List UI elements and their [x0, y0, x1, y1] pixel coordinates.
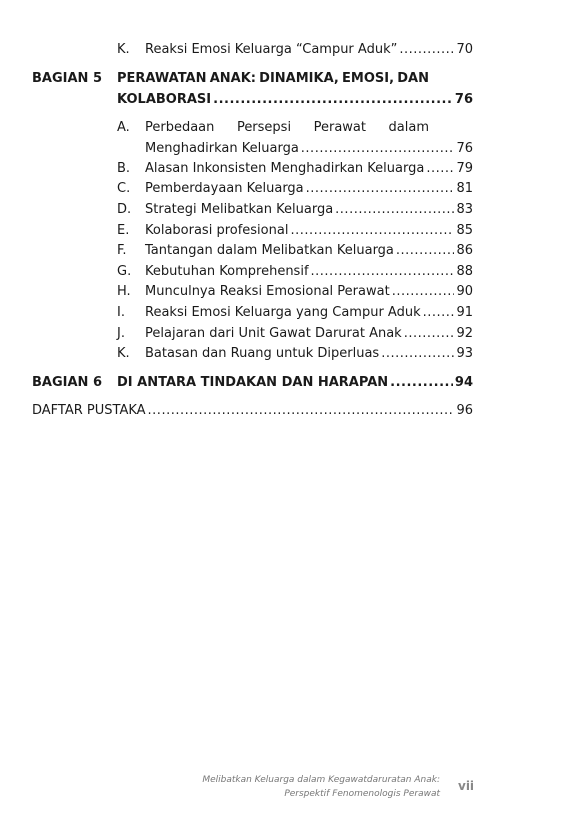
dot-leader: [213, 92, 453, 108]
toc-entry-page: 91: [456, 305, 473, 320]
toc-entry-bibliography: [32, 403, 473, 419]
toc-entry-letter: A.: [117, 120, 130, 135]
toc-entry-letter: D.: [117, 202, 132, 217]
dot-leader: [399, 42, 454, 58]
toc-entry-page: 96: [456, 403, 473, 418]
toc-entry-page: 90: [456, 284, 473, 299]
dot-leader: [381, 346, 454, 362]
toc-entry-letter: F.: [117, 243, 127, 258]
toc-entry: [117, 161, 473, 177]
running-footer: [202, 773, 440, 801]
chapter-title-line: [117, 375, 473, 391]
toc-entry-letter: E.: [117, 223, 130, 238]
chapter-page: 76: [454, 92, 473, 107]
toc-entry-title: Reaksi Emosi Keluarga “Campur Aduk”: [145, 42, 398, 57]
toc-entry-letter: I.: [117, 305, 125, 320]
toc-entry-letter: K.: [117, 42, 130, 57]
dot-leader: [311, 264, 455, 280]
dot-leader: [396, 243, 455, 259]
dot-leader: [392, 284, 455, 300]
toc-entry: [117, 243, 473, 259]
toc-entry-title: Munculnya Reaksi Emosional Perawat: [145, 284, 390, 299]
dot-leader: [404, 326, 455, 342]
toc-entry-title: Pelajaran dari Unit Gawat Darurat Anak: [145, 326, 402, 341]
toc-entry: [117, 346, 473, 362]
toc-entry: [117, 326, 473, 342]
toc-entry: [117, 284, 473, 300]
toc-entry-letter: J.: [117, 326, 125, 341]
chapter-title-line1: PERAWATAN ANAK: DINAMIKA, EMOSI, DAN: [117, 71, 429, 86]
toc-entry-page: 92: [456, 326, 473, 341]
dot-leader: [335, 202, 454, 218]
dot-leader: [306, 181, 455, 197]
page-number: vii: [458, 779, 475, 793]
dot-leader: [148, 403, 455, 419]
toc-entry-title: Strategi Melibatkan Keluarga: [145, 202, 334, 217]
toc-entry: [117, 223, 473, 239]
toc-entry-page: 76: [456, 141, 473, 156]
dot-leader: [390, 375, 453, 391]
toc-entry-title: Kebutuhan Komprehensif: [145, 264, 309, 279]
toc-entry-letter: C.: [117, 181, 131, 196]
toc-entry: [117, 305, 473, 321]
toc-entry-page: 83: [456, 202, 473, 217]
toc-entry-a-line1: [117, 120, 429, 136]
toc-entry-title: Batasan dan Ruang untuk Diperluas: [145, 346, 380, 361]
toc-entry-title: Alasan Inkonsisten Menghadirkan Keluarga: [145, 161, 425, 176]
toc-entry-title: Tantangan dalam Melibatkan Keluarga: [145, 243, 394, 258]
toc-entry-title: Pemberdayaan Keluarga: [145, 181, 304, 196]
dot-leader: [290, 223, 454, 239]
toc-entry: [117, 42, 473, 58]
toc-entry-page: 86: [456, 243, 473, 258]
dot-leader: [423, 305, 455, 321]
toc-entry-title: Perbedaan Persepsi Perawat dalam: [145, 120, 429, 135]
chapter-title: KOLABORASI: [117, 92, 212, 107]
dot-leader: [426, 161, 454, 177]
toc-entry-page: 88: [456, 264, 473, 279]
chapter-title: DI ANTARA TINDAKAN DAN HARAPAN: [117, 375, 389, 390]
toc-entry-a-line2: [145, 141, 473, 157]
toc-entry-letter: K.: [117, 346, 130, 361]
toc-entry-page: 81: [456, 181, 473, 196]
toc-entry-page: 85: [456, 223, 473, 238]
dot-leader: [301, 141, 455, 157]
toc-entry-letter: B.: [117, 161, 131, 176]
toc-entry-title: Reaksi Emosi Keluarga yang Campur Aduk: [145, 305, 421, 320]
toc-entry: [117, 181, 473, 197]
toc-entry: [117, 202, 473, 218]
toc-entry-letter: H.: [117, 284, 131, 299]
chapter-title-line2: [117, 92, 473, 108]
toc-entry-page: 79: [456, 161, 473, 176]
toc-entry-title: Menghadirkan Keluarga: [145, 141, 299, 156]
toc-entry-title: DAFTAR PUSTAKA: [32, 403, 146, 418]
footer-line1: Melibatkan Keluarga dalam Kegawatdaruratan Anak:: [202, 775, 440, 785]
toc-entry-page: 70: [456, 42, 473, 57]
chapter-label: BAGIAN 6: [32, 375, 102, 390]
toc-entry-title: Kolaborasi profesional: [145, 223, 289, 238]
chapter-page: 94: [454, 375, 473, 390]
footer-line2: Perspektif Fenomenologis Perawat: [284, 789, 440, 799]
chapter-label: BAGIAN 5: [32, 71, 102, 86]
toc-entry-page: 93: [456, 346, 473, 361]
toc-entry: [117, 264, 473, 280]
toc-entry-letter: G.: [117, 264, 132, 279]
